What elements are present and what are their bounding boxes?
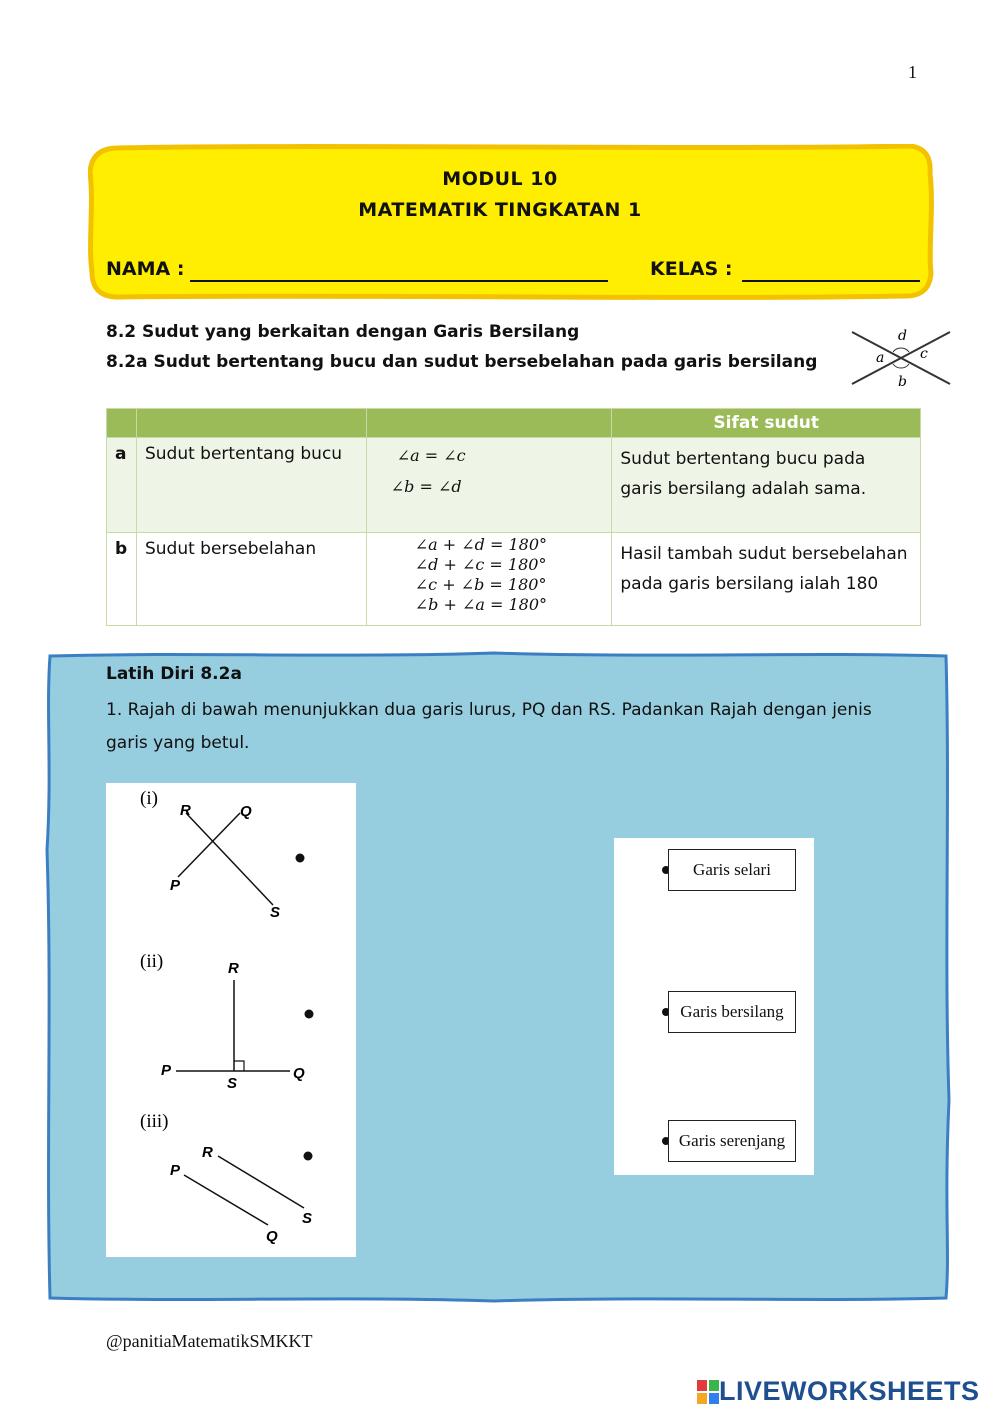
point-q: Q bbox=[293, 1065, 305, 1082]
row-description: Sudut bertentang bucu pada garis bersilang adalah sama. bbox=[612, 438, 921, 533]
brand-icon-square bbox=[697, 1380, 707, 1391]
brand-icon-square bbox=[709, 1393, 719, 1404]
angle-label-d: d bbox=[898, 328, 907, 344]
point-r: R bbox=[180, 802, 191, 819]
table-header-row bbox=[107, 409, 921, 438]
point-p: P bbox=[161, 1062, 172, 1079]
table-row bbox=[107, 438, 921, 533]
point-q: Q bbox=[266, 1228, 278, 1245]
line-diagrams bbox=[106, 783, 356, 1257]
formula: ∠d + ∠c = 180° bbox=[414, 555, 547, 574]
name-label: NAMA : bbox=[106, 258, 185, 280]
line-rs-iii bbox=[218, 1156, 304, 1208]
formula: ∠a = ∠c bbox=[396, 446, 466, 465]
row-name: Sudut bertentang bucu bbox=[136, 438, 366, 533]
section-heading-8-2: 8.2 Sudut yang berkaitan dengan Garis Bersilang bbox=[106, 322, 580, 342]
class-field[interactable] bbox=[742, 280, 920, 282]
answer-panel bbox=[614, 838, 814, 1175]
table-row bbox=[107, 533, 921, 626]
point-s: S bbox=[270, 904, 281, 921]
row-key: b bbox=[107, 533, 137, 626]
footer-credit: @panitiaMatematikSMKKT bbox=[106, 1331, 313, 1351]
exercise-question: 1. Rajah di bawah menunjukkan dua garis lurus, PQ dan RS. Padankan Rajah dengan jenis garis yang betul. bbox=[106, 700, 872, 753]
diagram-label-iii: (iii) bbox=[140, 1111, 169, 1132]
point-r: R bbox=[202, 1144, 213, 1161]
subject-title: MATEMATIK TINGKATAN 1 bbox=[358, 199, 642, 221]
exercise-title: Latih Diri 8.2a bbox=[106, 664, 242, 684]
right-angle-mark bbox=[234, 1061, 244, 1071]
brand-logo[interactable] bbox=[697, 1376, 980, 1407]
name-field[interactable] bbox=[190, 280, 608, 282]
option-garis-selari[interactable]: Garis selari bbox=[668, 849, 796, 891]
row-description: Hasil tambah sudut bersebelahan pada garis bersilang ialah 180 bbox=[612, 533, 921, 626]
page-number: 1 bbox=[908, 62, 917, 82]
diagram-label-i: (i) bbox=[140, 788, 158, 809]
brand-text: LIVEWORKSHEETS bbox=[719, 1376, 980, 1406]
line-pq-iii bbox=[184, 1175, 268, 1225]
table-header-label: Sifat sudut bbox=[612, 409, 921, 438]
row-formulas bbox=[366, 438, 612, 533]
intersecting-lines-diagram bbox=[848, 324, 954, 392]
angle-label-c: c bbox=[920, 346, 928, 362]
match-dot-iii[interactable] bbox=[304, 1152, 313, 1161]
formula: ∠c + ∠b = 180° bbox=[414, 575, 547, 594]
formula: ∠b + ∠a = 180° bbox=[414, 595, 548, 614]
point-s: S bbox=[302, 1210, 313, 1227]
point-s: S bbox=[227, 1075, 238, 1092]
brand-icon-square bbox=[709, 1380, 719, 1391]
module-title: MODUL 10 bbox=[442, 168, 558, 190]
formula: ∠b = ∠d bbox=[390, 477, 462, 496]
row-name: Sudut bersebelahan bbox=[136, 533, 366, 626]
diagram-panel bbox=[106, 783, 356, 1257]
angle-properties-table bbox=[106, 408, 921, 626]
diagram-label-ii: (ii) bbox=[140, 951, 164, 972]
brand-icon bbox=[697, 1380, 719, 1404]
arc-b bbox=[893, 364, 909, 368]
arc-d bbox=[893, 348, 909, 352]
line-rs-i bbox=[186, 813, 273, 905]
brand-icon-square bbox=[697, 1393, 707, 1404]
option-garis-bersilang[interactable]: Garis bersilang bbox=[668, 991, 796, 1033]
row-key: a bbox=[107, 438, 137, 533]
angle-label-a: a bbox=[876, 350, 885, 366]
point-q: Q bbox=[240, 803, 252, 820]
class-label: KELAS : bbox=[650, 258, 733, 280]
point-p: P bbox=[170, 877, 181, 894]
formula: ∠a + ∠d = 180° bbox=[414, 535, 548, 554]
row-formulas bbox=[366, 533, 612, 626]
line-pq-i bbox=[178, 813, 240, 877]
point-p: P bbox=[170, 1162, 181, 1179]
section-heading-8-2a: 8.2a Sudut bertentang bucu dan sudut bersebelahan pada garis bersilang bbox=[106, 352, 818, 372]
angle-label-b: b bbox=[898, 374, 907, 390]
match-dot-ii[interactable] bbox=[305, 1010, 314, 1019]
point-r: R bbox=[228, 960, 239, 977]
match-dot-i[interactable] bbox=[296, 854, 305, 863]
option-garis-serenjang[interactable]: Garis serenjang bbox=[668, 1120, 796, 1162]
